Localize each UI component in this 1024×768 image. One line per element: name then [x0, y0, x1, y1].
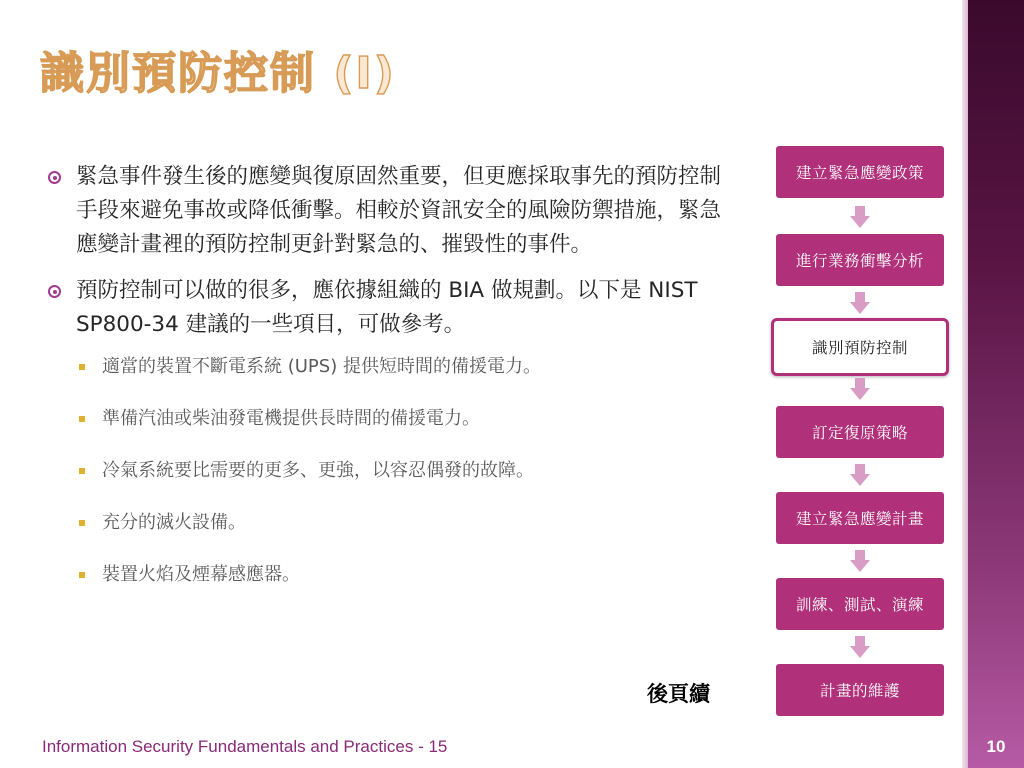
- sub-bullet-item: [44, 406, 724, 458]
- flow-step-training: 訓練、測試、演練: [776, 578, 944, 630]
- flow-step-maintenance: 計畫的維護: [776, 664, 944, 716]
- bullet-2: [44, 274, 724, 342]
- down-arrow-icon: [850, 292, 870, 316]
- square-bullet-icon: [79, 572, 85, 578]
- flow-step-preventive-controls: 識別預防控制: [771, 318, 949, 376]
- square-bullet-icon: [79, 416, 85, 422]
- down-arrow-icon: [850, 206, 870, 230]
- bullet-1-text: 緊急事件發生後的應變與復原固然重要，但更應採取事先的預防控制手段來避免事故或降低衝擊。相較於資訊安全的風險防禦措施，緊急應變計畫裡的預防控制更針對緊急的、摧毀性的事件。: [76, 164, 722, 257]
- down-arrow-icon: [850, 636, 870, 660]
- sub-bullet-text: 適當的裝置不斷電系統 (UPS) 提供短時間的備援電力。: [102, 356, 541, 377]
- flow-step-policy: 建立緊急應變政策: [776, 146, 944, 198]
- bullet-2-text: 預防控制可以做的很多，應依據組織的 BIA 做規劃。以下是 NIST SP800-34 建議的一些項目，可做參考。: [76, 278, 698, 337]
- footer-text: Information Security Fundamentals and Practices - 15: [42, 737, 448, 756]
- sub-bullet-text: 充分的滅火設備。: [102, 512, 246, 533]
- slide-title: 識別預防控制 (I): [40, 48, 396, 99]
- bullet-circle-icon: [48, 285, 61, 298]
- bullet-1: [44, 160, 724, 262]
- square-bullet-icon: [79, 364, 85, 370]
- flow-step-recovery-strategy: 訂定復原策略: [776, 406, 944, 458]
- sub-bullet-item: [44, 510, 724, 562]
- sub-bullet-text: 裝置火焰及煙幕感應器。: [102, 564, 300, 585]
- right-decorative-band: [968, 0, 1024, 768]
- continue-label: 後頁續: [647, 682, 710, 706]
- square-bullet-icon: [79, 468, 85, 474]
- down-arrow-icon: [850, 550, 870, 574]
- sub-bullet-list: [44, 354, 724, 614]
- down-arrow-icon: [850, 464, 870, 488]
- page-number: 10: [986, 737, 1006, 756]
- square-bullet-icon: [79, 520, 85, 526]
- sub-bullet-item: [44, 562, 724, 614]
- flow-step-bia: 進行業務衝擊分析: [776, 234, 944, 286]
- sub-bullet-item: [44, 354, 724, 406]
- slide-content: [44, 160, 724, 614]
- bullet-circle-icon: [48, 171, 61, 184]
- sub-bullet-text: 準備汽油或柴油發電機提供長時間的備援電力。: [102, 408, 480, 429]
- flow-step-contingency-plan: 建立緊急應變計畫: [776, 492, 944, 544]
- sub-bullet-item: [44, 458, 724, 510]
- sub-bullet-text: 冷氣系統要比需要的更多、更強，以容忍偶發的故障。: [102, 460, 534, 481]
- down-arrow-icon: [850, 378, 870, 402]
